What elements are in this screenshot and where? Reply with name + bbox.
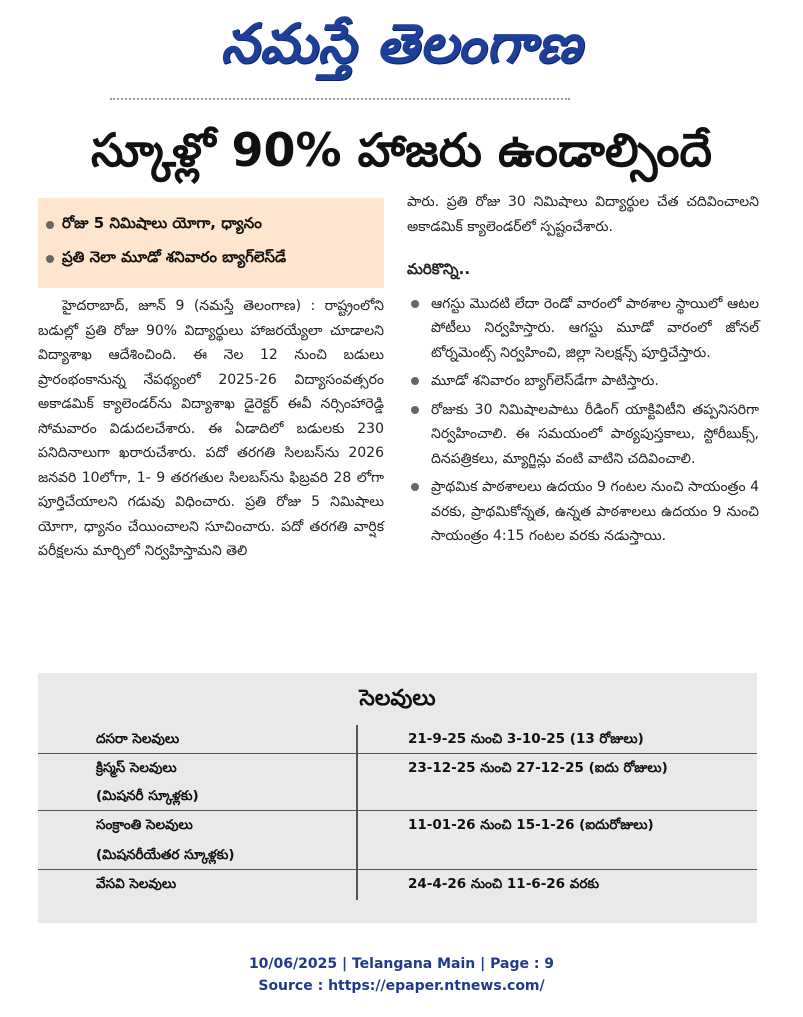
holiday-name: (మిషనరీ స్కూళ్లకు) bbox=[96, 788, 199, 804]
newspaper-masthead: నమస్తే తెలంగాణ bbox=[220, 11, 583, 75]
article-headline: స్కూళ్లో 90% హాజరు ఉండాల్సిందే bbox=[90, 123, 713, 177]
holidays-table bbox=[38, 725, 757, 900]
holiday-dates: 24-4-26 నుంచి 11-6-26 వరకు bbox=[356, 870, 757, 900]
holidays-title: సెలవులు bbox=[359, 686, 436, 711]
highlight-item bbox=[46, 208, 384, 242]
masthead-divider bbox=[110, 98, 570, 102]
list-item: మూడో శనివారం బ్యాగ్‌లెస్‌డేగా పాటిస్తారు. bbox=[407, 369, 759, 394]
holiday-dates: 21-9-25 నుంచి 3-10-25 (13 రోజులు) bbox=[356, 725, 757, 753]
bullet-icon bbox=[46, 255, 54, 263]
list-item: రోజుకు 30 నిమిషాలపాటు రీడింగ్ యాక్టివిటీని తప్పనిసరిగా నిర్వహించాలి. ఈ సమయంలో పాఠ్యపుస్తకాలు, స్టోరీబుక్స్, దినపత్రికలు, మ్యాగ్జిన్లు వంటి వాటిని చదివించాలి. bbox=[407, 398, 759, 472]
article-body-right bbox=[407, 190, 759, 553]
holiday-dates bbox=[356, 841, 757, 869]
footer-source: Source : https://epaper.ntnews.com/ bbox=[258, 978, 545, 994]
holiday-name: క్రిస్మస్ సెలవులు bbox=[96, 760, 177, 776]
page-footer bbox=[0, 953, 803, 997]
footer-edition-info: 10/06/2025 | Telangana Main | Page : 9 bbox=[248, 956, 555, 972]
highlight-text: రోజు 5 నిమిషాలు యోగా, ధ్యానం bbox=[62, 214, 262, 232]
more-heading: మరికొన్ని.. bbox=[407, 260, 471, 278]
table-row bbox=[38, 810, 757, 841]
holiday-name: దసరా సెలవులు bbox=[96, 731, 180, 747]
bullet-icon bbox=[46, 221, 54, 229]
list-item: ఆగస్టు మొదటి లేదా రెండో వారంలో పాఠశాల స్థాయిలో ఆటల పోటీలు నిర్వహిస్తారు. ఆగస్టు మూడో వారంలో జోనల్ టోర్నమెంట్స్ నిర్వహించి, జిల్లా సెలక్షన్స్ పూర్తిచేస్తారు. bbox=[407, 292, 759, 366]
table-row bbox=[38, 841, 757, 869]
highlight-item bbox=[46, 242, 384, 276]
highlight-text: ప్రతి నెలా మూడో శనివారం బ్యాగ్‌లెస్‌డే bbox=[62, 248, 287, 266]
article-body-left: హైదరాబాద్, జూన్ 9 (నమస్తే తెలంగాణ) : రాష్ట్రంలోని బడుల్లో ప్రతి రోజు 90% విద్యార్థులు హాజరయ్యేలా చూడాలని విద్యాశాఖ ఆదేశించింది. ఈ నెల 12 నుంచి బడులు ప్రారంభంకానున్న నేపథ్యంలో 2025-26 విద్యాసంవత్సరం అకాడమిక్ క్యాలెండర్‌ను విద్యాశాఖ డైరెక్టర్ ఈవీ నర్సింహారెడ్డి సోమవారం విడుదలచేశారు. ఈ ఏడాదిలో బడులకు 230 పనిదినాలుగా ఖరారుచేశారు. పదో తరగతి సిలబస్‌ను 2026 జనవరి 10లోగా, 1- 9 తరగతుల సిలబస్‌ను ఫిబ్రవరి 28 లోగా పూర్తిచేయాలని గడువు విధించారు. ప్రతి రోజు 5 నిమిషాలు యోగా, ధ్యానం చేయించాలని సూచించారు. పదో తరగతి వార్షిక పరీక్షలను మార్చిలో నిర్వహిస్తామని తెలి bbox=[38, 298, 384, 559]
bullet-icon bbox=[411, 483, 419, 491]
table-row bbox=[38, 753, 757, 782]
holiday-name: సంక్రాంతి సెలవులు bbox=[96, 817, 193, 833]
body-continuation: పారు. ప్రతి రోజు 30 నిమిషాలు విద్యార్థుల చేత చదివించాలని అకాడమిక్ క్యాలెండర్‌లో స్పష్టంచేశారు. bbox=[407, 194, 759, 235]
table-row bbox=[38, 782, 757, 810]
holidays-box bbox=[38, 673, 757, 923]
bullet-icon bbox=[411, 300, 419, 308]
list-item: ప్రాథమిక పాఠశాలలు ఉదయం 9 గంటల నుంచి సాయంత్రం 4 వరకు, ప్రాథమికోన్నత, ఉన్నత పాఠశాలలు ఉదయం 9 నుంచి సాయంత్రం 4:15 గంటల వరకు నడుస్తాయి. bbox=[407, 475, 759, 549]
table-row bbox=[38, 725, 757, 753]
holiday-dates bbox=[356, 782, 757, 810]
holiday-dates: 23-12-25 నుంచి 27-12-25 (ఐదు రోజులు) bbox=[356, 754, 757, 782]
bullet-icon bbox=[411, 406, 419, 414]
holiday-name: (మిషనరీయేతర స్కూళ్లకు) bbox=[96, 847, 235, 863]
holiday-dates: 11-01-26 నుంచి 15-1-26 (ఐదురోజులు) bbox=[356, 811, 757, 841]
holiday-name: వేసవి సెలవులు bbox=[96, 876, 177, 892]
table-row bbox=[38, 869, 757, 900]
more-list bbox=[407, 292, 759, 549]
highlights-box bbox=[38, 198, 384, 288]
bullet-icon bbox=[411, 377, 419, 385]
